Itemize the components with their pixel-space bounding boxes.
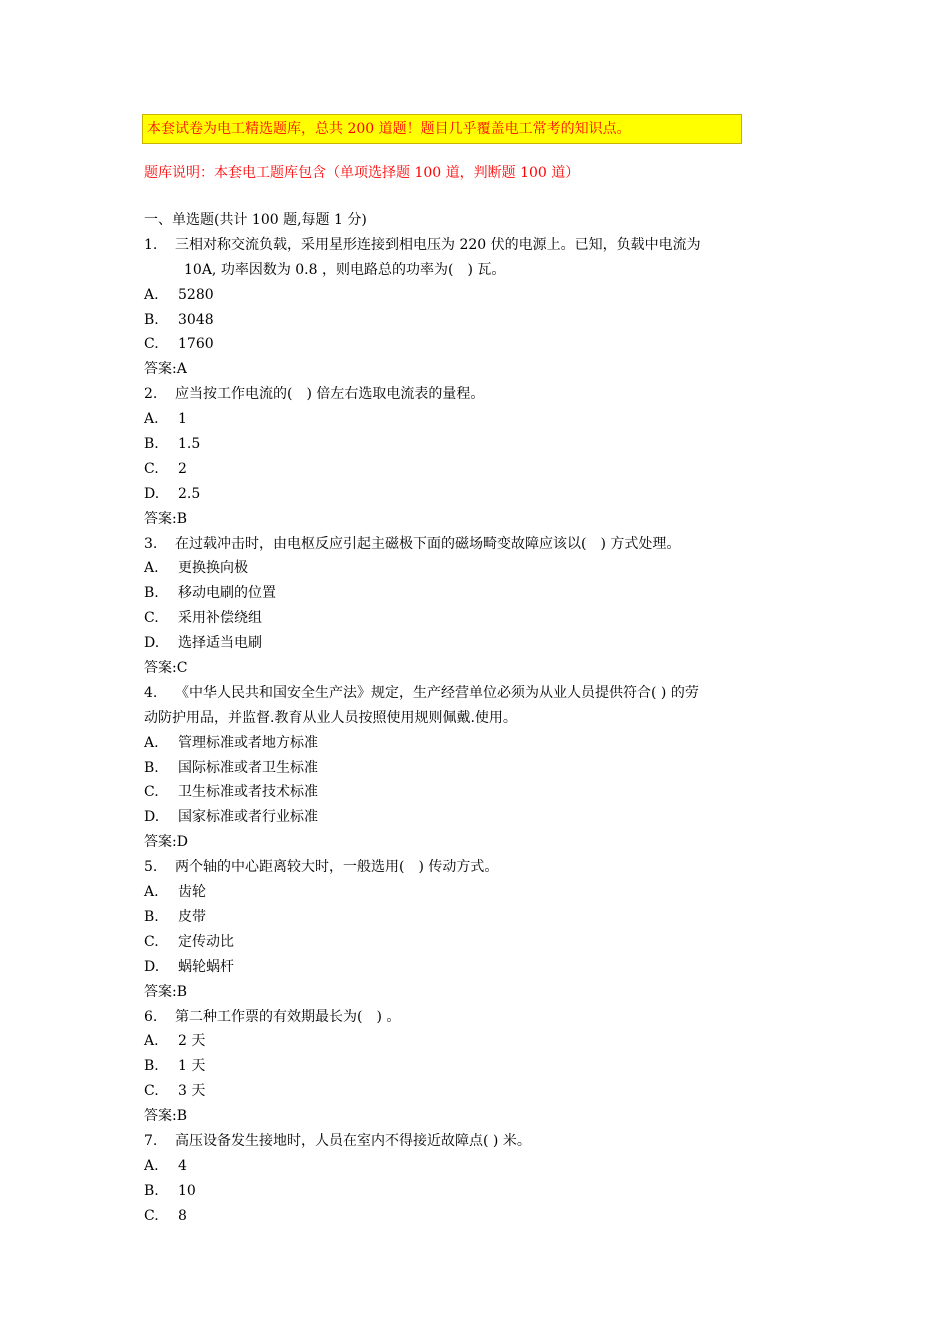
answer-option bbox=[144, 581, 824, 606]
answer-option bbox=[144, 1179, 824, 1204]
answer-option bbox=[144, 1154, 824, 1179]
answer-option bbox=[144, 556, 824, 581]
option-letter: A. bbox=[144, 286, 159, 303]
option-text: 采用补偿绕组 bbox=[178, 610, 262, 627]
question-number: 6. bbox=[144, 1008, 158, 1025]
question-text-line: 在过载冲击时，由电枢反应引起主磁极下面的磁场畸变故障应该以( ) 方式处理。 bbox=[175, 535, 681, 552]
option-text: 1760 bbox=[178, 336, 214, 353]
option-letter: B. bbox=[144, 759, 159, 776]
answer-key: 答案:B bbox=[144, 983, 188, 1000]
highlight-banner: 本套试卷为电工精选题库，总共 200 道题！题目几乎覆盖电工常考的知识点。 bbox=[142, 114, 742, 144]
option-letter: C. bbox=[144, 1083, 159, 1100]
option-text: 3048 bbox=[178, 311, 214, 328]
answer-option bbox=[144, 930, 824, 955]
option-letter: A. bbox=[144, 884, 159, 901]
option-text: 2 bbox=[178, 460, 187, 477]
question-text-line: 两个轴的中心距离较大时，一般选用( ) 传动方式。 bbox=[175, 859, 499, 876]
option-text: 10 bbox=[178, 1182, 196, 1199]
question-text bbox=[144, 855, 824, 880]
option-text: 皮带 bbox=[178, 908, 206, 925]
option-text: 更换换向极 bbox=[178, 560, 248, 577]
option-text: 4 bbox=[178, 1157, 187, 1174]
question-number: 1. bbox=[144, 236, 158, 253]
answer-option bbox=[144, 407, 824, 432]
answer-option bbox=[144, 631, 824, 656]
question-text-line: 《中华人民共和国安全生产法》规定，生产经营单位必须为从业人员提供符合( ) 的劳 bbox=[175, 684, 699, 701]
option-text: 选择适当电刷 bbox=[178, 635, 262, 652]
answer-key: 答案:B bbox=[144, 510, 188, 527]
question-number: 5. bbox=[144, 859, 158, 876]
answer-option bbox=[144, 756, 824, 781]
answer-option bbox=[144, 1029, 824, 1054]
option-text: 齿轮 bbox=[178, 884, 206, 901]
option-text: 管理标准或者地方标准 bbox=[178, 734, 318, 751]
question-text bbox=[144, 681, 824, 706]
option-letter: B. bbox=[144, 436, 159, 453]
answer-option bbox=[144, 1204, 824, 1229]
option-letter: A. bbox=[144, 1033, 159, 1050]
option-letter: A. bbox=[144, 734, 159, 751]
answer-option bbox=[144, 283, 824, 308]
answer-key: 答案:A bbox=[144, 361, 187, 378]
option-text: 蜗轮蜗杆 bbox=[178, 958, 234, 975]
answer-key: 答案:D bbox=[144, 834, 188, 851]
question-item bbox=[144, 681, 824, 855]
answer-option bbox=[144, 805, 824, 830]
option-letter: C. bbox=[144, 1207, 159, 1224]
option-letter: C. bbox=[144, 933, 159, 950]
question-text-continuation: 10A, 功率因数为 0.8 ，则电路总的功率为( ) 瓦。 bbox=[184, 261, 506, 278]
question-number: 2. bbox=[144, 386, 158, 403]
option-letter: B. bbox=[144, 311, 159, 328]
question-text bbox=[144, 532, 824, 557]
option-letter: D. bbox=[144, 485, 160, 502]
option-text: 国际标准或者卫生标准 bbox=[178, 759, 318, 776]
question-item bbox=[144, 382, 824, 531]
option-text: 8 bbox=[178, 1207, 187, 1224]
option-letter: B. bbox=[144, 1182, 159, 1199]
question-number: 4. bbox=[144, 684, 158, 701]
option-letter: D. bbox=[144, 958, 160, 975]
bank-description: 题库说明：本套电工题库包含（单项选择题 100 道，判断题 100 道） bbox=[144, 165, 580, 181]
answer-key: 答案:B bbox=[144, 1108, 188, 1125]
question-text-line: 高压设备发生接地时，人员在室内不得接近故障点( ) 米。 bbox=[175, 1132, 531, 1149]
option-letter: C. bbox=[144, 610, 159, 627]
option-letter: D. bbox=[144, 809, 160, 826]
question-text bbox=[144, 382, 824, 407]
question-text bbox=[144, 1005, 824, 1030]
option-text: 定传动比 bbox=[178, 933, 234, 950]
answer-option bbox=[144, 905, 824, 930]
option-letter: A. bbox=[144, 411, 159, 428]
question-number: 7. bbox=[144, 1132, 158, 1149]
option-text: 1 bbox=[178, 411, 187, 428]
option-letter: C. bbox=[144, 460, 159, 477]
question-item bbox=[144, 1005, 824, 1129]
answer-option bbox=[144, 308, 824, 333]
answer-option bbox=[144, 606, 824, 631]
option-letter: D. bbox=[144, 635, 160, 652]
question-text-line: 三相对称交流负载，采用星形连接到相电压为 220 伏的电源上。已知，负载中电流为 bbox=[175, 236, 701, 253]
option-letter: B. bbox=[144, 585, 159, 602]
option-letter: C. bbox=[144, 784, 159, 801]
option-text: 2 天 bbox=[178, 1033, 206, 1050]
question-text-continuation: 动防护用品，并监督.教育从业人员按照使用规则佩戴.使用。 bbox=[144, 709, 517, 726]
option-text: 卫生标准或者技术标准 bbox=[178, 784, 318, 801]
answer-option bbox=[144, 332, 824, 357]
section-title: 一、单选题(共计 100 题,每题 1 分) bbox=[144, 212, 367, 228]
answer-option bbox=[144, 731, 824, 756]
option-text: 1 天 bbox=[178, 1058, 206, 1075]
answer-option bbox=[144, 880, 824, 905]
answer-option bbox=[144, 457, 824, 482]
option-letter: A. bbox=[144, 1157, 159, 1174]
question-text-line: 第二种工作票的有效期最长为( ) 。 bbox=[175, 1008, 401, 1025]
option-text: 移动电刷的位置 bbox=[178, 585, 276, 602]
option-letter: B. bbox=[144, 908, 159, 925]
question-item bbox=[144, 1129, 824, 1229]
question-item bbox=[144, 532, 824, 681]
question-text bbox=[144, 233, 824, 258]
answer-key: 答案:C bbox=[144, 660, 188, 677]
answer-option bbox=[144, 482, 824, 507]
question-body bbox=[144, 208, 824, 1229]
option-text: 1.5 bbox=[178, 436, 201, 453]
question-item bbox=[144, 855, 824, 1004]
option-text: 国家标准或者行业标准 bbox=[178, 809, 318, 826]
answer-option bbox=[144, 1079, 824, 1104]
question-number: 3. bbox=[144, 535, 158, 552]
question-text-line: 应当按工作电流的( ) 倍左右选取电流表的量程。 bbox=[175, 386, 485, 403]
answer-option bbox=[144, 780, 824, 805]
answer-option bbox=[144, 1054, 824, 1079]
option-text: 5280 bbox=[178, 286, 214, 303]
answer-option bbox=[144, 432, 824, 457]
option-text: 2.5 bbox=[178, 485, 201, 502]
option-text: 3 天 bbox=[178, 1083, 206, 1100]
answer-option bbox=[144, 955, 824, 980]
question-item bbox=[144, 233, 824, 382]
option-letter: B. bbox=[144, 1058, 159, 1075]
question-list bbox=[144, 233, 824, 1229]
option-letter: A. bbox=[144, 560, 159, 577]
option-letter: C. bbox=[144, 336, 159, 353]
question-text bbox=[144, 1129, 824, 1154]
